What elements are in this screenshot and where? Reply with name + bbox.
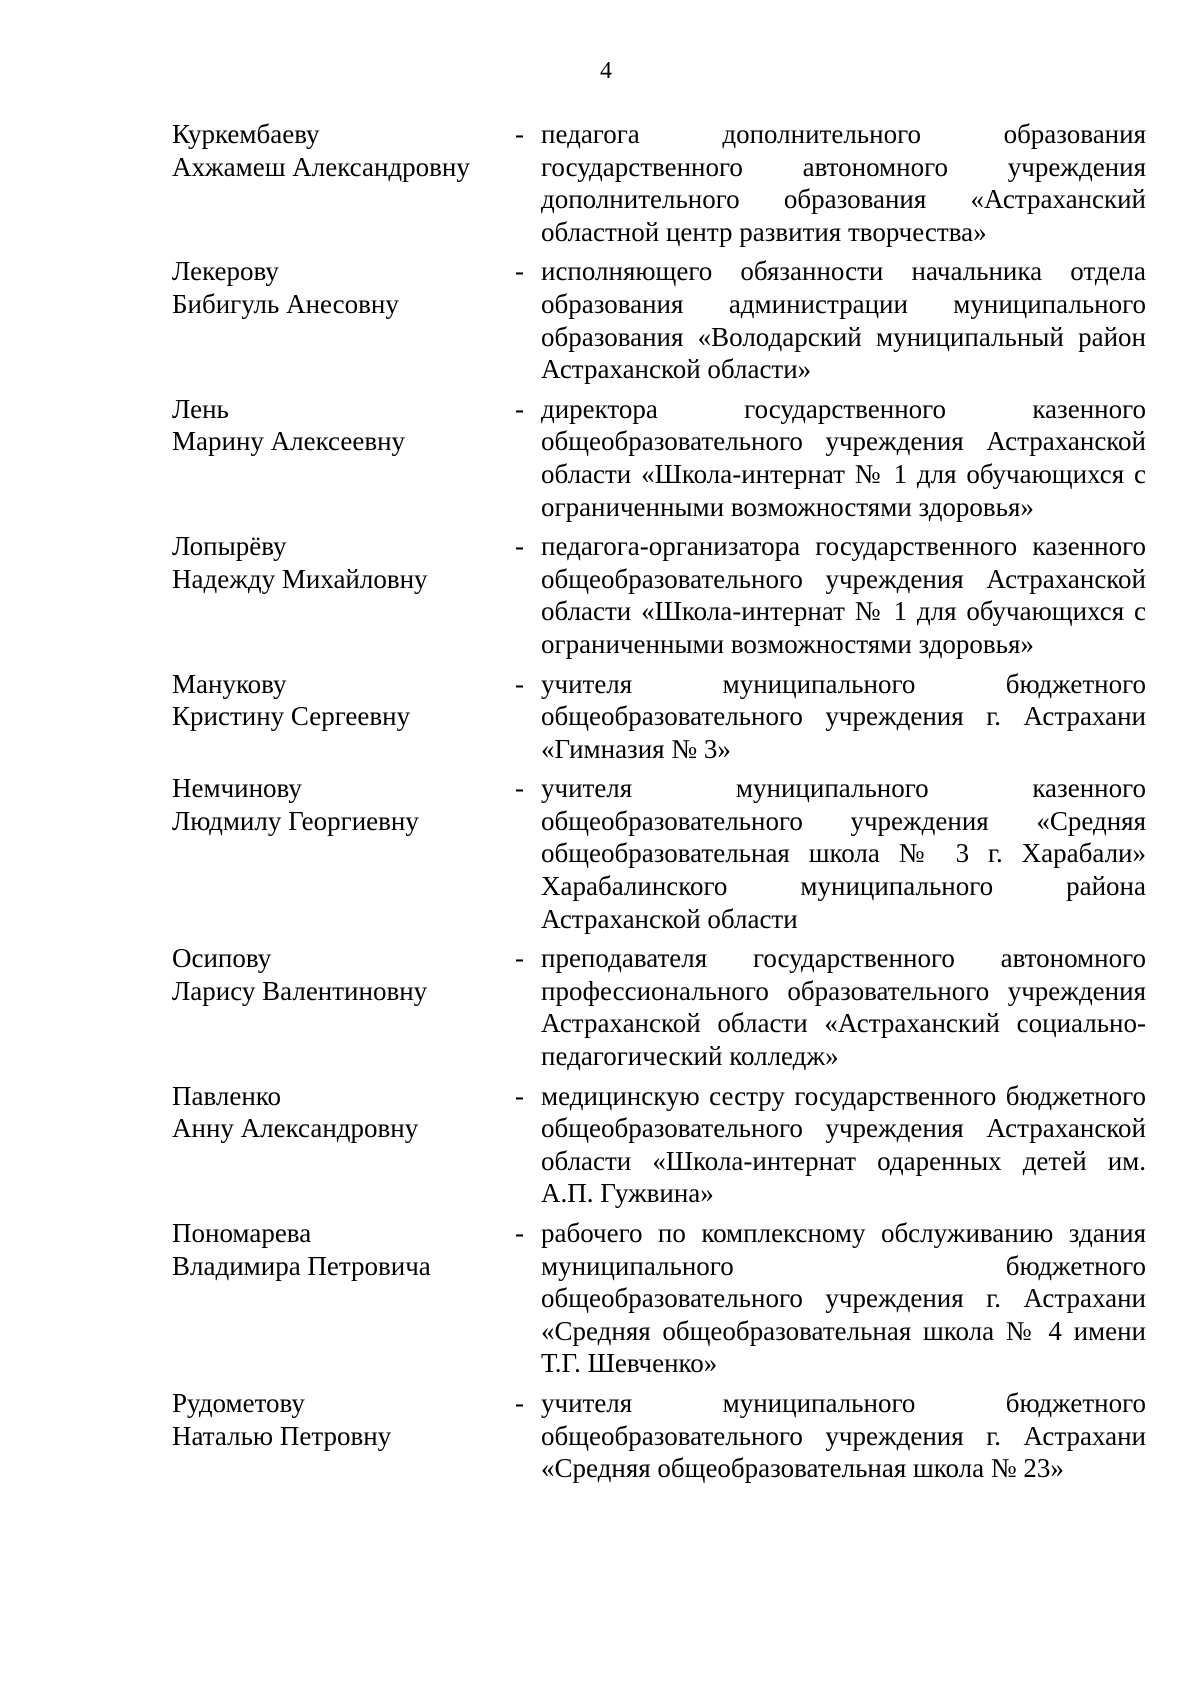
position-description: исполняющего обязанности начальника отдела образования администрации муниципального образования «Володарский муниципальный район Астраханской области»	[541, 256, 1146, 385]
given-names: Анну Александровну	[172, 1113, 419, 1144]
given-names: Кристину Сергеевну	[172, 701, 411, 732]
person-name	[172, 1217, 512, 1380]
given-names: Марину Алексеевну	[172, 426, 406, 457]
surname: Пономарева	[172, 1218, 312, 1248]
person-name	[172, 1387, 512, 1485]
position-description: преподавателя государственного автономного профессионального образовательного учреждения Астраханской области «Астраханский социально-педагогический колледж»	[541, 943, 1146, 1072]
surname: Лопырёву	[172, 531, 287, 562]
position-description: учителя муниципального бюджетного общеобразовательного учреждения г. Астрахани «Гимназия № 3»	[541, 668, 1146, 764]
surname: Немчинову	[172, 773, 302, 804]
surname: Лень	[172, 393, 229, 424]
person-name	[172, 118, 512, 248]
surname: Куркембаеву	[172, 119, 320, 149]
dash-separator: -	[515, 773, 524, 804]
person-name	[172, 530, 512, 660]
page-number: 4	[600, 58, 612, 84]
dash-separator: -	[515, 531, 524, 562]
position-description: рабочего по комплексному обслуживанию здания муниципального бюджетного общеобразовательного учреждения г. Астрахани «Средняя общеобразовательная школа № 4 имени Т.Г. Шевченко»	[541, 1218, 1146, 1379]
dash-separator: -	[515, 1387, 524, 1418]
position-description: учителя муниципального бюджетного общеобразовательного учреждения г. Астрахани «Средняя общеобразовательная школа № 23»	[541, 1387, 1146, 1484]
list-item	[172, 530, 1148, 660]
dash-separator: -	[515, 119, 524, 149]
person-name	[172, 668, 512, 766]
given-names: Надежду Михайловну	[172, 563, 428, 594]
list-item	[172, 668, 1148, 766]
person-name	[172, 255, 512, 385]
given-names: Ахжамеш Александровну	[172, 151, 470, 182]
dash-separator: -	[515, 256, 524, 287]
given-names: Владимира Петровича	[172, 1250, 431, 1281]
surname: Манукову	[172, 668, 287, 699]
surname: Лекерову	[172, 256, 279, 287]
position-description: педагога дополнительного образования государственного автономного учреждения дополнительного образования «Астраханский областной центр развития творчества»	[541, 119, 1146, 247]
list-item	[172, 1217, 1148, 1380]
position-description: педагога-организатора государственного казенного общеобразовательного учреждения Астраханской области «Школа-интернат № 1 для обучающихся с ограниченными возможностями здоровья»	[541, 531, 1146, 659]
given-names: Наталью Петровну	[172, 1420, 392, 1451]
surname: Рудометову	[172, 1387, 305, 1418]
position-description: учителя муниципального казенного общеобразовательного учреждения «Средняя общеобразовательная школа № 3 г. Харабали» Харабалинского муниципального района Астраханской области	[541, 773, 1146, 934]
person-name	[172, 393, 512, 523]
dash-separator: -	[515, 393, 524, 424]
dash-separator: -	[515, 1080, 524, 1111]
dash-separator: -	[515, 943, 524, 974]
position-description: директора государственного казенного общеобразовательного учреждения Астраханской области «Школа-интернат № 1 для обучающихся с ограниченными возможностями здоровья»	[541, 393, 1146, 522]
surname: Павленко	[172, 1080, 282, 1111]
list-item	[172, 118, 1148, 248]
given-names: Бибигуль Анесовну	[172, 288, 399, 319]
given-names: Людмилу Георгиевну	[172, 805, 419, 836]
list-item	[172, 255, 1148, 385]
list-item	[172, 772, 1148, 935]
list-item	[172, 1387, 1148, 1485]
person-name	[172, 1080, 512, 1210]
list-item	[172, 1080, 1148, 1210]
award-list	[172, 118, 1148, 1492]
person-name	[172, 772, 512, 935]
list-item	[172, 942, 1148, 1072]
position-description: медицинскую сестру государственного бюджетного общеобразовательного учреждения Астраханской области «Школа-интернат одаренных детей им. А.П. Гужвина»	[541, 1080, 1146, 1209]
list-item	[172, 393, 1148, 523]
person-name	[172, 942, 512, 1072]
dash-separator: -	[515, 668, 524, 699]
given-names: Ларису Валентиновну	[172, 975, 428, 1006]
dash-separator: -	[515, 1218, 524, 1248]
surname: Осипову	[172, 943, 272, 974]
